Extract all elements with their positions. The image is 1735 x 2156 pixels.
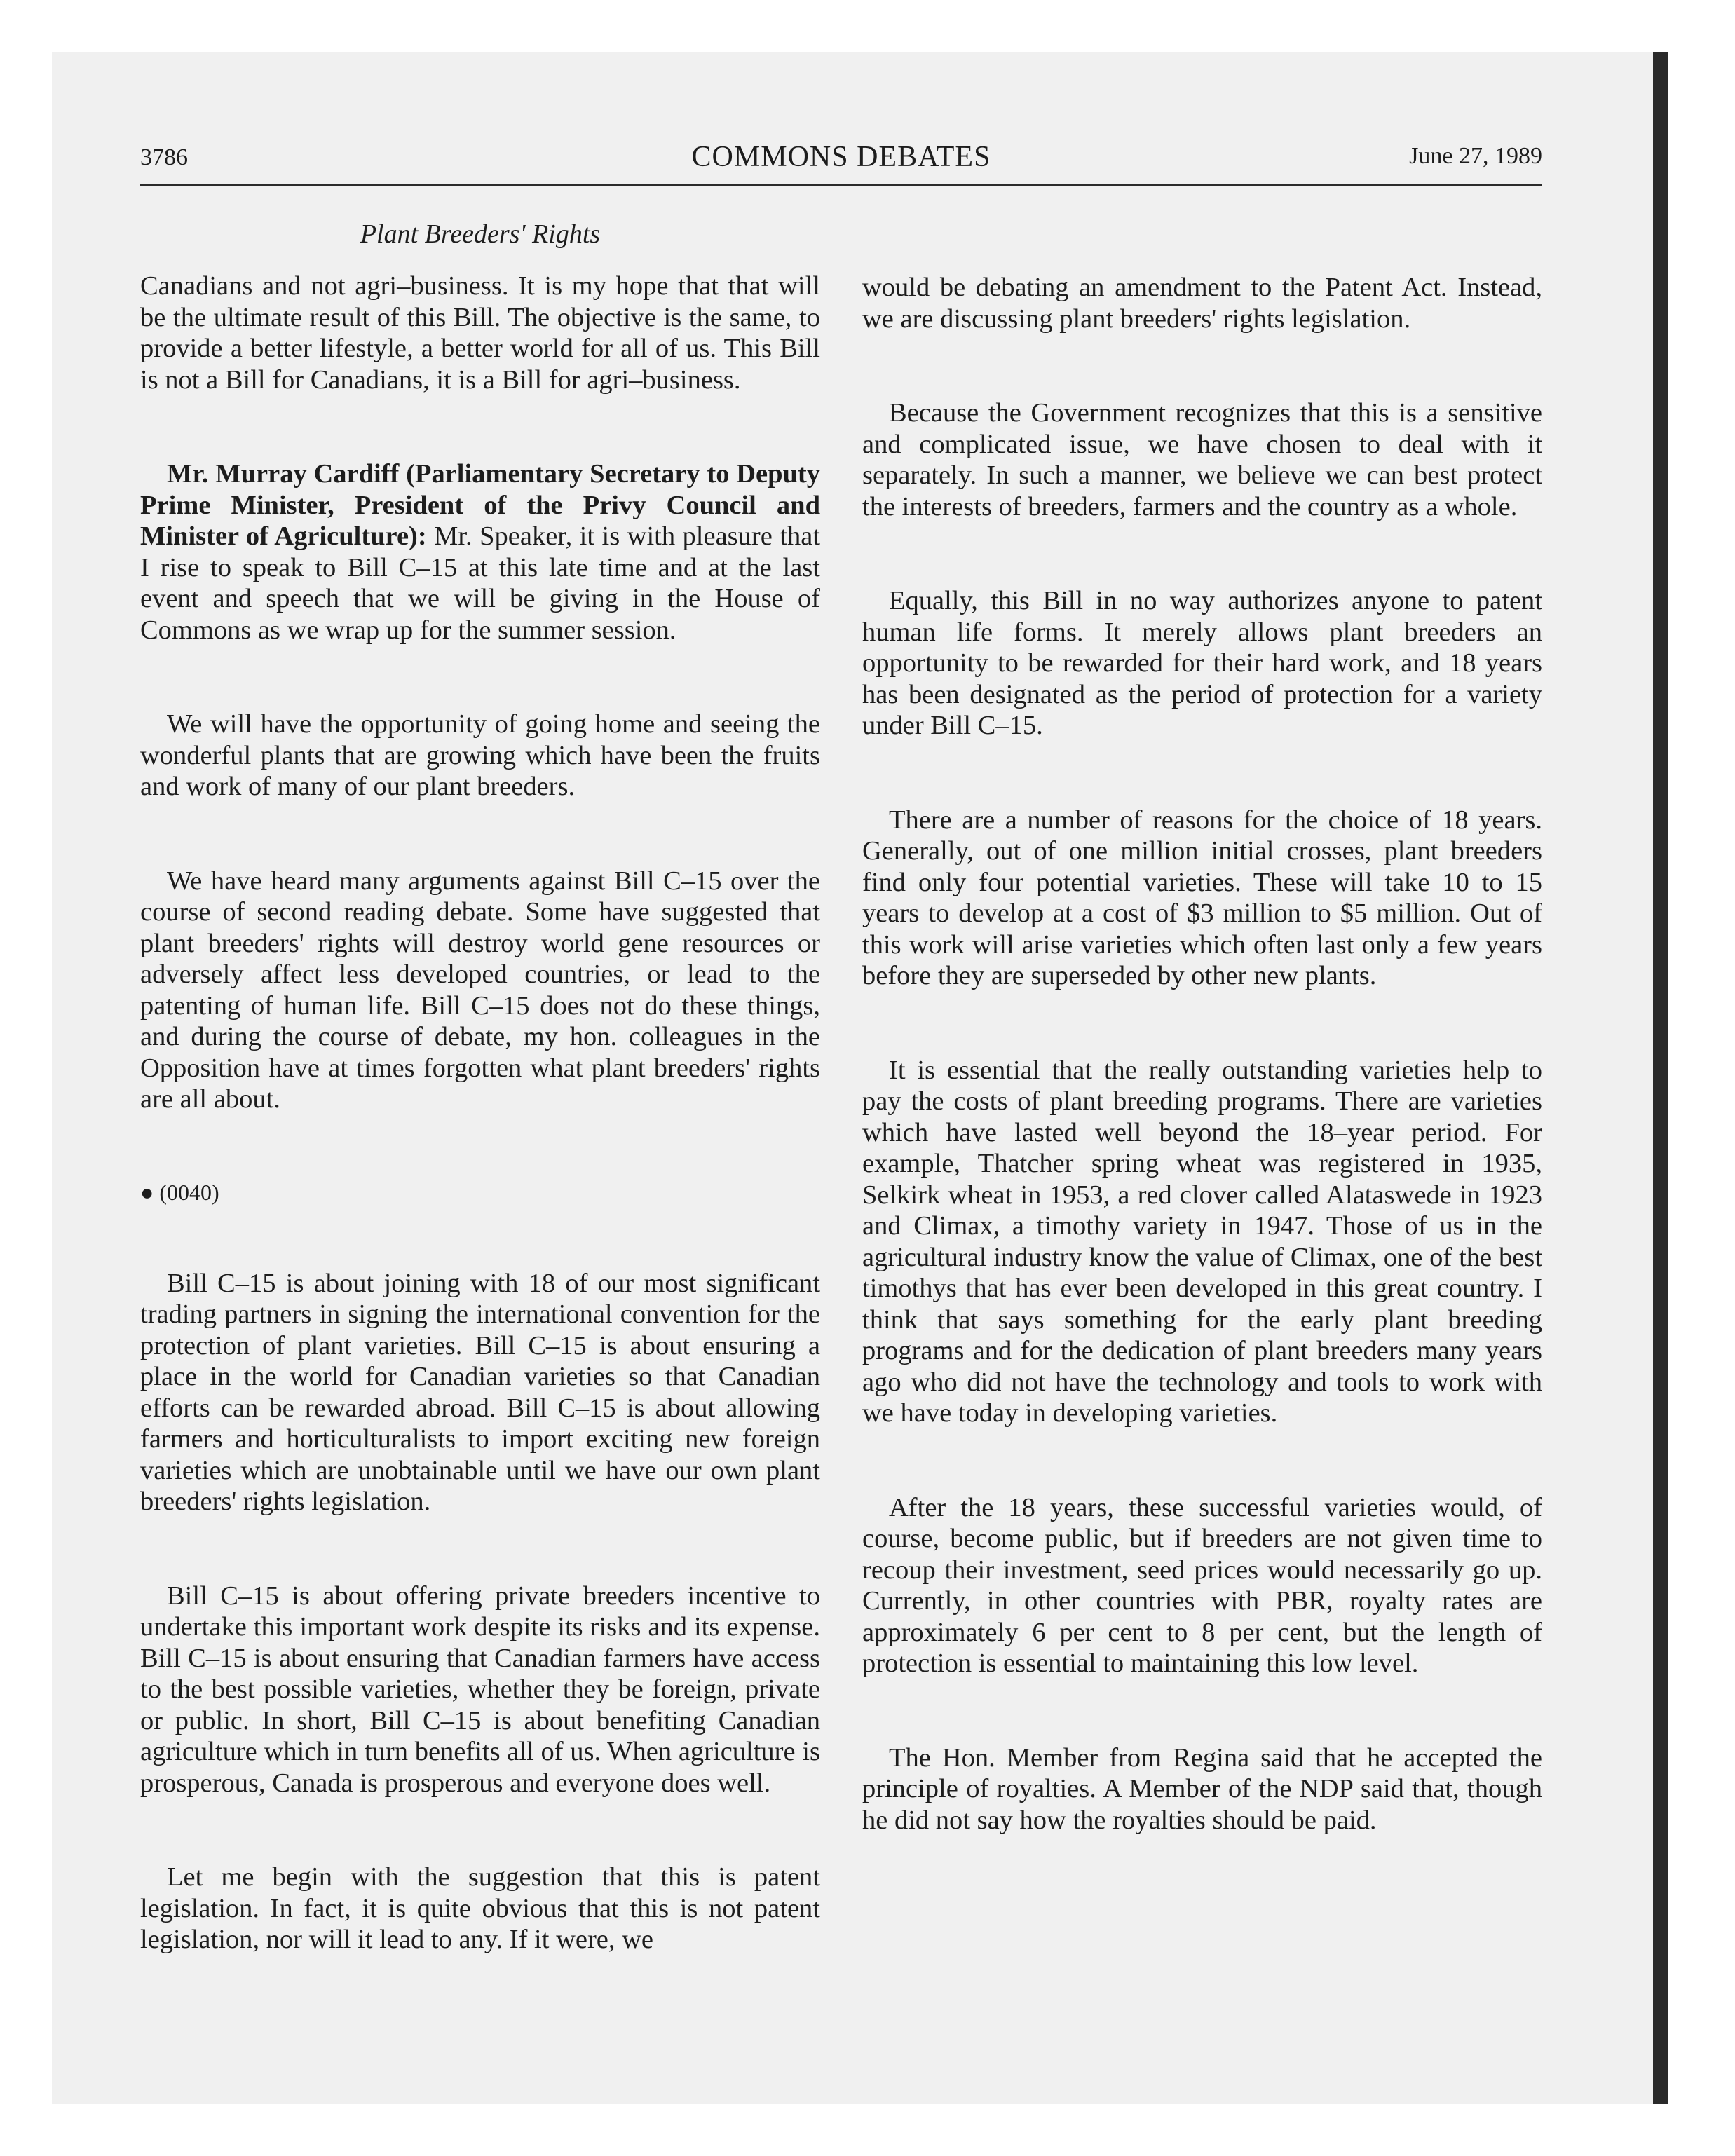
paragraph: We will have the opportunity of going home and seeing the wonderful plants that are growing which have been the fruits and work of many of our plant breeders. xyxy=(140,709,820,801)
header-rule xyxy=(140,184,1542,186)
paragraph: Let me begin with the suggestion that this is patent legislation. In fact, it is quite obvious that this is not patent legislation, nor will it lead to any. If it were, we xyxy=(140,1862,820,1954)
paragraph: Bill C–15 is about joining with 18 of our most significant trading partners in signing the international convention for the protection of plant varieties. Bill C–15 is about ensuring a place in the world for Canadian varieties so that Canadian efforts can be rewarded abroad. Bill C–15 is about allowing farmers and horticulturalists to import exciting new foreign varieties which are unobtainable until we have our own plant breeders' rights legislation. xyxy=(140,1268,820,1516)
right-column xyxy=(862,272,1542,1899)
speech-text: Mr. Speaker, it is with pleasure that I rise to speak to Bill C–15 at this late time and at the last event and speech that we will be giving in the House of Commons as we wrap up for the summer session. xyxy=(140,521,820,645)
paragraph: Bill C–15 is about offering private breeders incentive to undertake this important work despite its risks and its expense. Bill C–15 is about ensuring that Canadian farmers have access to the best possible varieties, whether they be foreign, private or public. In short, Bill C–15 is about benefiting Canadian agriculture which in turn benefits all of us. When agriculture is prosperous, Canada is prosperous and everyone does well. xyxy=(140,1581,820,1798)
paragraph: would be debating an amendment to the Patent Act. Instead, we are discussing plant breeders' rights legislation. xyxy=(862,273,1542,334)
speaker-name: Mr. Murray Cardiff (Parliamentary Secretary to Deputy Prime Minister, President of the Privy Council and Minister of Agriculture): xyxy=(140,459,820,551)
left-column xyxy=(140,271,820,2019)
page-header xyxy=(140,140,1542,179)
paragraph: After the 18 years, these successful varieties would, of course, become public, but if breeders are not given time to recoup their investment, seed prices would necessarily go up. Currently, in other countries with PBR, royalty rates are approximately 6 per cent to 8 per cent, but the length of protection is essential to maintaining this low level. xyxy=(862,1492,1542,1678)
scan-border xyxy=(1653,52,1668,2104)
paragraph: We have heard many arguments against Bill C–15 over the course of second reading debate. Some have suggested that plant breeders' rights will destroy world gene resources or adversely affect less developed countries, or lead to the patenting of human life. Bill C–15 does not do these things, and during the course of debate, my hon. colleagues in the Opposition have at times forgotten what plant breeders' rights are all about. xyxy=(140,866,820,1114)
paragraph: Equally, this Bill in no way authorizes anyone to patent human life forms. It merely allows plant breeders an opportunity to be rewarded for their hard work, and 18 years has been designated as the period of protection for a variety under Bill C–15. xyxy=(862,586,1542,740)
header-date: June 27, 1989 xyxy=(1409,143,1542,169)
section-title: Plant Breeders' Rights xyxy=(360,219,601,249)
paragraph: It is essential that the really outstanding varieties help to pay the costs of plant breeding programs. There are varieties which have lasted well beyond the 18–year period. For example, Thatcher spring wheat was registered in 1935, Selkirk wheat in 1953, a red clover called Alataswede in 1923 and Climax, a timothy variety in 1947. Those of us in the agricultural industry know the value of Climax, one of the best timothys that has ever been developed in this great country. I think that says something for the early plant breeding programs and for the dedication of plant breeders many years ago who did not have the technology and tools to work with we have today in developing varieties. xyxy=(862,1055,1542,1428)
paragraph: There are a number of reasons for the choice of 18 years. Generally, out of one million initial crosses, plant breeders find only four potential varieties. These will take 10 to 15 years to develop at a cost of $3 million to $5 million. Out of this work will arise varieties which often last only a few years before they are superseded by other new plants. xyxy=(862,805,1542,990)
speaker-paragraph xyxy=(140,458,820,646)
page-number: 3786 xyxy=(140,144,188,170)
time-marker: ● (0040) xyxy=(140,1179,219,1205)
journal-title: COMMONS DEBATES xyxy=(691,141,991,173)
paragraph: Canadians and not agri–business. It is my hope that that will be the ultimate result of this Bill. The objective is the same, to provide a better lifestyle, a better world for all of us. This Bill is not a Bill for Canadians, it is a Bill for agri–business. xyxy=(140,271,820,395)
paragraph: The Hon. Member from Regina said that he accepted the principle of royalties. A Member of the NDP said that, though he did not say how the royalties should be paid. xyxy=(862,1742,1542,1835)
paragraph: Because the Government recognizes that this is a sensitive and complicated issue, we have chosen to deal with it separately. In such a manner, we believe we can best protect the interests of breeders, farmers and the country as a whole. xyxy=(862,398,1542,521)
